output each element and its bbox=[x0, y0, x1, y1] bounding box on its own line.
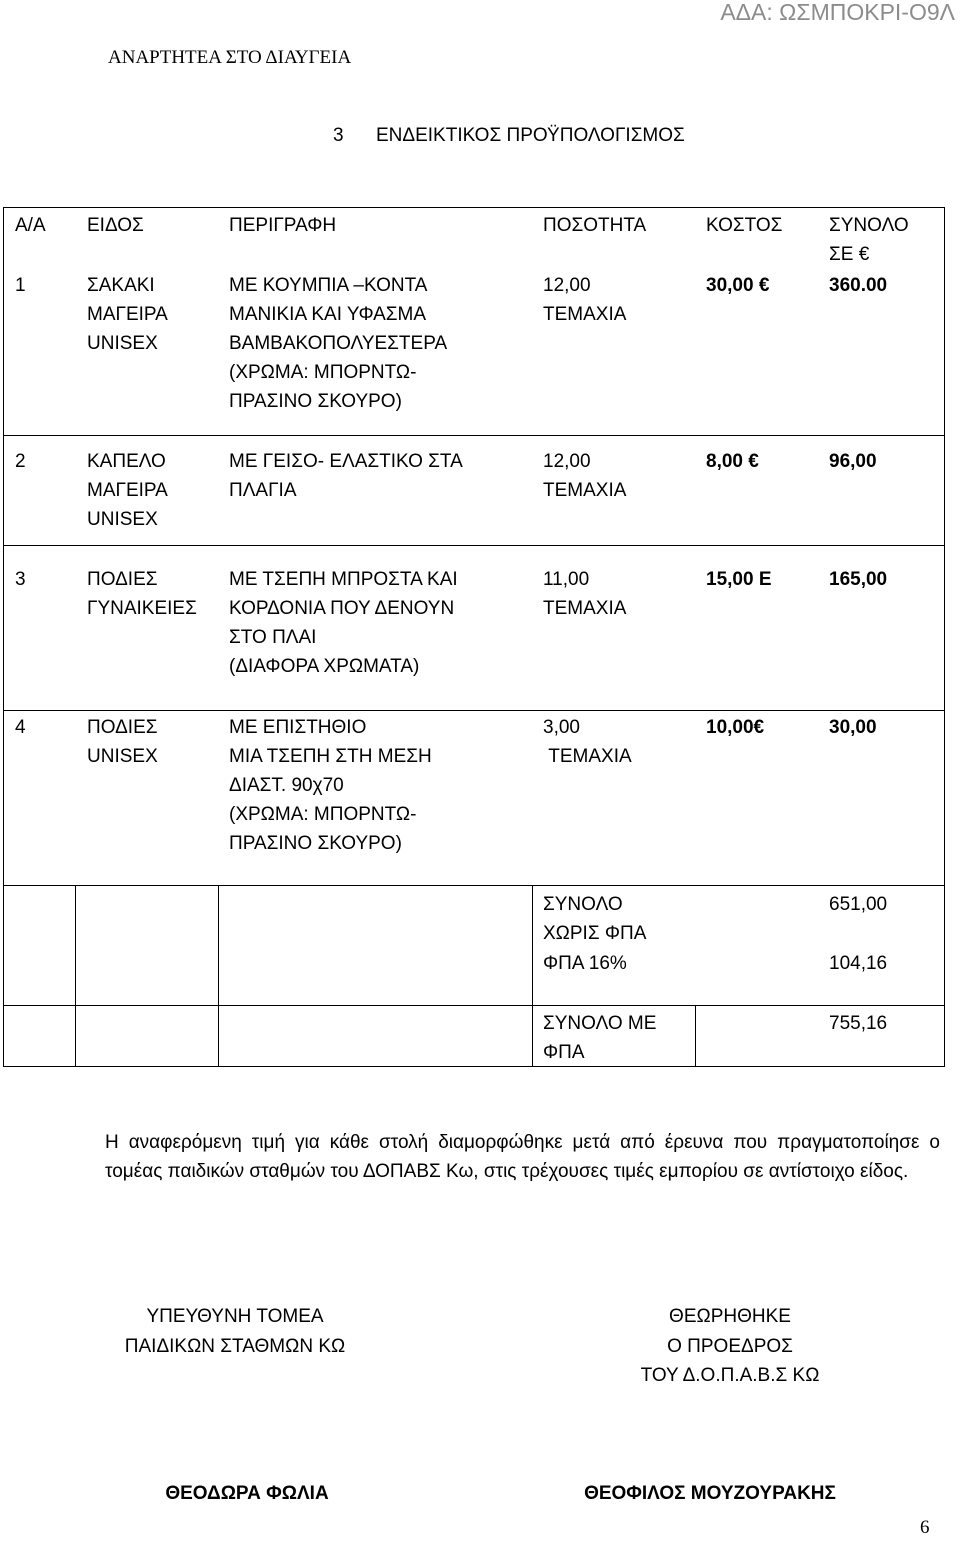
subtotal-label: ΣΥΝΟΛΟ ΧΩΡΙΣ ΦΠΑ bbox=[543, 894, 647, 944]
table-border-right bbox=[944, 207, 945, 1067]
table-header-quantity: ΠΟΣΟΤΗΤΑ bbox=[543, 215, 647, 236]
item-name: ΚΑΠΕΛΟ ΜΑΓΕΙΡΑ UNISEX bbox=[87, 451, 168, 530]
row-number: 2 bbox=[15, 451, 26, 472]
item-quantity: 12,00 ΤΕΜΑΧΙΑ bbox=[543, 275, 627, 325]
row-divider bbox=[3, 885, 945, 886]
table-header-item: ΕΙΔΟΣ bbox=[87, 215, 144, 236]
table-header-total: ΣΥΝΟΛΟ ΣΕ € bbox=[829, 215, 909, 265]
section-number: 3 bbox=[333, 125, 344, 146]
item-total: 165,00 bbox=[829, 569, 888, 590]
row-number: 4 bbox=[15, 717, 26, 738]
item-total: 360.00 bbox=[829, 275, 888, 296]
page-number: 6 bbox=[920, 1517, 930, 1538]
table-header-description: ΠΕΡΙΓΡΑΦΗ bbox=[229, 215, 337, 236]
signature-right-name: ΘΕΟΦΙΛΟΣ ΜΟΥΖΟΥΡΑΚΗΣ bbox=[584, 1483, 836, 1504]
row-number: 1 bbox=[15, 275, 26, 296]
item-name: ΠΟΔΙΕΣ UNISEX bbox=[87, 717, 158, 767]
row-number: 3 bbox=[15, 569, 26, 590]
item-total: 96,00 bbox=[829, 451, 877, 472]
vat-value: 104,16 bbox=[829, 953, 888, 974]
signature-right-title: ΘΕΩΡΗΘΗΚΕ Ο ΠΡΟΕΔΡΟΣ ΤΟΥ Δ.Ο.Π.Α.Β.Σ ΚΩ bbox=[640, 1306, 820, 1386]
subtotal-value: 651,00 bbox=[829, 894, 888, 915]
table-border-left bbox=[3, 207, 4, 1067]
item-description: ΜΕ ΓΕΙΣΟ- ΕΛΑΣΤΙΚΟ ΣΤΑ ΠΛΑΓΙΑ bbox=[229, 451, 463, 501]
grand-total-value: 755,16 bbox=[829, 1013, 888, 1034]
table-header-cost: ΚΟΣΤΟΣ bbox=[706, 215, 783, 236]
section-title: ΕΝΔΕΙΚΤΙΚΟΣ ΠΡΟΫΠΟΛΟΓΙΣΜΟΣ bbox=[376, 125, 685, 146]
item-unit-cost: 15,00 Ε bbox=[706, 569, 772, 590]
item-description: ΜΕ ΚΟΥΜΠΙΑ –ΚΟΝΤΑ ΜΑΝΙΚΙΑ ΚΑΙ ΥΦΑΣΜΑ ΒΑΜΒΑΚΟΠΟΛΥΕΣΤΕΡΑ (ΧΡΩΜΑ: ΜΠΟΡΝΤΩ- ΠΡΑΣΙΝΟ ΣΚΟΥΡΟ) bbox=[229, 275, 448, 412]
item-description: ΜΕ ΕΠΙΣΤΗΘΙΟ ΜΙΑ ΤΣΕΠΗ ΣΤΗ ΜΕΣΗ ΔΙΑΣΤ. 90χ70 (ΧΡΩΜΑ: ΜΠΟΡΝΤΩ- ΠΡΑΣΙΝΟ ΣΚΟΥΡΟ) bbox=[229, 717, 432, 854]
pricing-note: Η αναφερόμενη τιμή για κάθε στολή διαμορφώθηκε μετά από έρευνα που πραγματοποίησε ο τομέας παιδικών σταθμών του ΔΟΠΑΒΣ Κω, στις τρέχουσες τιμές εμπορίου σε αντίστοιχο είδος. bbox=[105, 1132, 940, 1182]
signature-left-name: ΘΕΟΔΩΡΑ ΦΩΛΙΑ bbox=[165, 1483, 329, 1504]
item-description: ΜΕ ΤΣΕΠΗ ΜΠΡΟΣΤΑ ΚΑΙ ΚΟΡΔΟΝΙΑ ΠΟΥ ΔΕΝΟΥΝ ΣΤΟ ΠΛΑΙ (ΔΙΑΦΟΡΑ ΧΡΩΜΑΤΑ) bbox=[229, 569, 458, 677]
item-unit-cost: 10,00€ bbox=[706, 717, 765, 738]
grand-total-label: ΣΥΝΟΛΟ ΜΕ ΦΠΑ bbox=[543, 1013, 657, 1063]
signature-left-title: ΥΠΕΥΘΥΝΗ ΤΟΜΕΑ ΠΑΙΔΙΚΩΝ ΣΤΑΘΜΩΝ ΚΩ bbox=[124, 1306, 346, 1357]
column-divider bbox=[695, 1005, 696, 1067]
item-unit-cost: 8,00 € bbox=[706, 451, 759, 472]
table-border-top bbox=[3, 207, 945, 208]
column-divider bbox=[75, 885, 76, 1067]
item-name: ΠΟΔΙΕΣ ΓΥΝΑΙΚΕΙΕΣ bbox=[87, 569, 197, 619]
item-name: ΣΑΚΑΚΙ ΜΑΓΕΙΡΑ UNISEX bbox=[87, 275, 168, 354]
table-header-aa: Α/Α bbox=[15, 215, 46, 236]
row-divider bbox=[3, 1005, 945, 1006]
item-total: 30,00 bbox=[829, 717, 877, 738]
vat-label: ΦΠΑ 16% bbox=[543, 953, 627, 974]
item-quantity: 12,00 ΤΕΜΑΧΙΑ bbox=[543, 451, 627, 501]
row-divider bbox=[3, 435, 945, 436]
table-border-bottom bbox=[3, 1066, 945, 1067]
item-quantity: 3,00 ΤΕΜΑΧΙΑ bbox=[543, 717, 632, 767]
column-divider bbox=[532, 885, 533, 1067]
item-unit-cost: 30,00 € bbox=[706, 275, 770, 296]
column-divider bbox=[218, 885, 219, 1067]
row-divider bbox=[3, 545, 945, 546]
posting-note: ΑΝΑΡΤΗΤΕΑ ΣΤΟ ΔΙΑΥΓΕΙΑ bbox=[108, 47, 352, 68]
item-quantity: 11,00 ΤΕΜΑΧΙΑ bbox=[543, 569, 627, 619]
ada-code: ΑΔΑ: ΩΣΜΠΟΚΡΙ-Ο9Λ bbox=[720, 0, 955, 25]
row-divider bbox=[3, 710, 945, 711]
